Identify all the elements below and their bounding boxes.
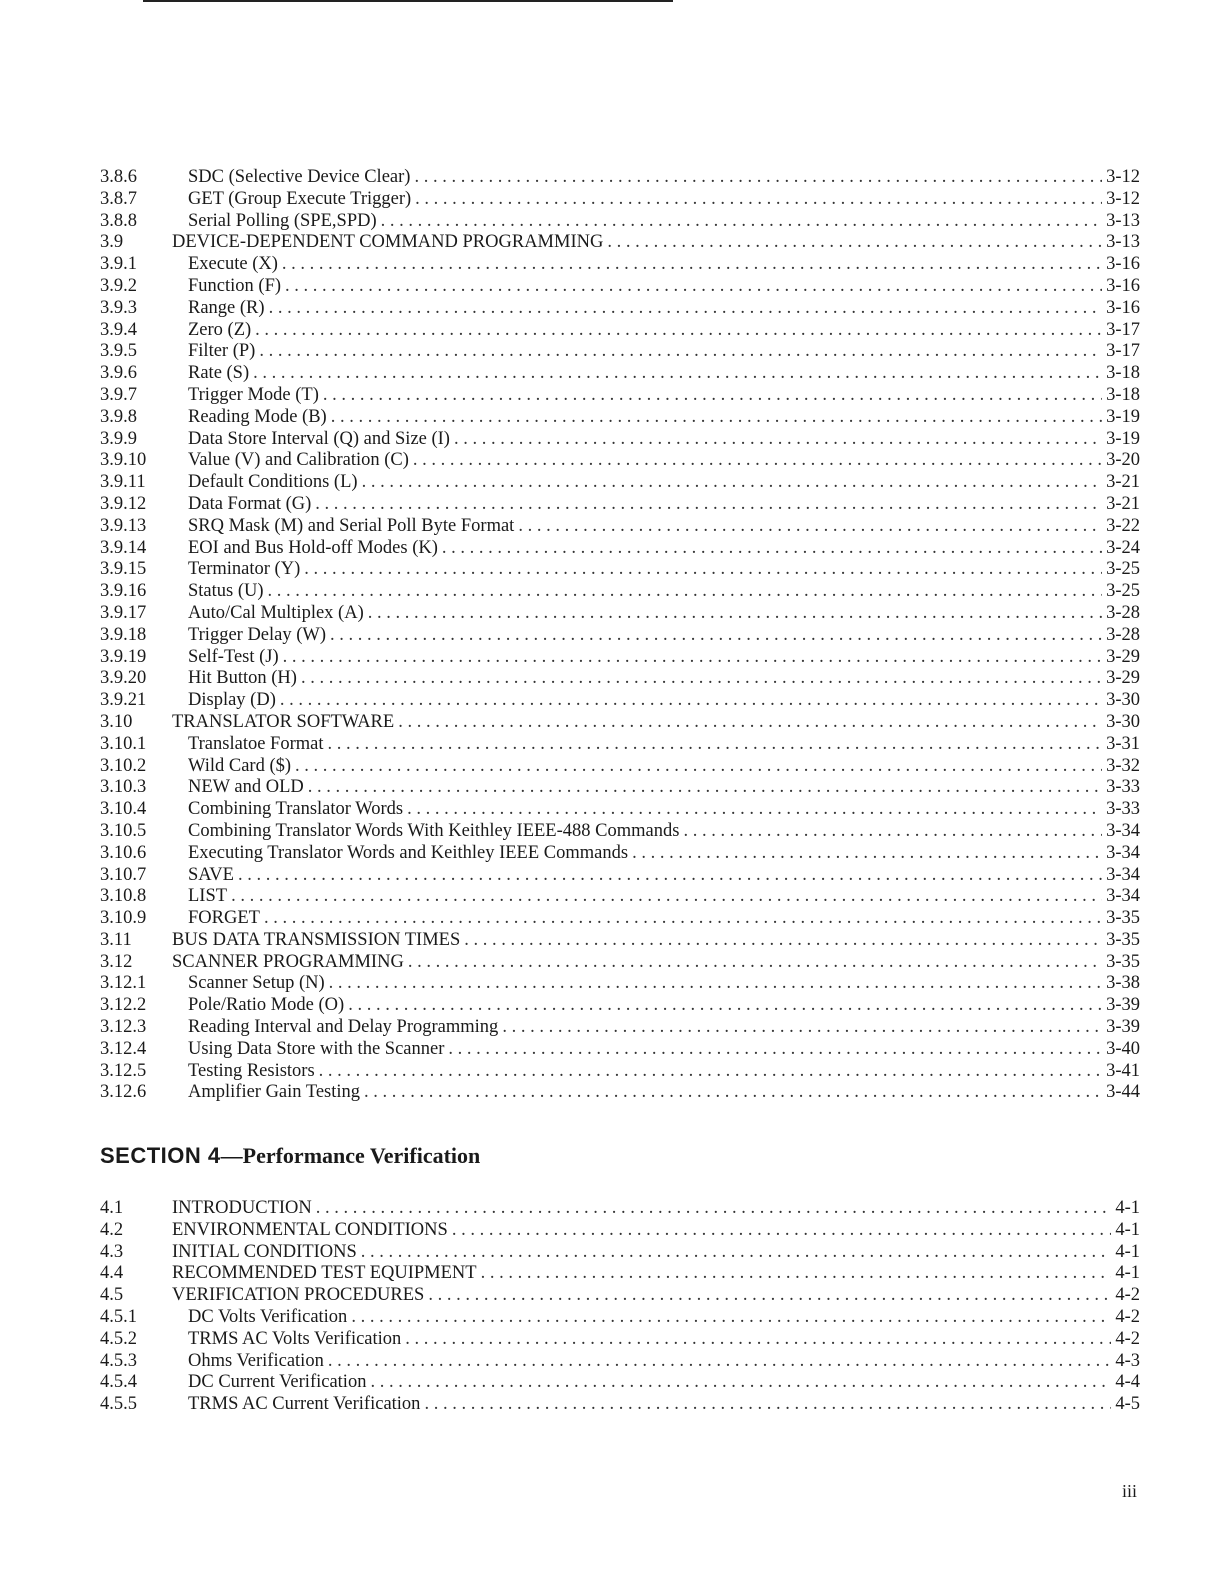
toc-entry-number: 3.11 <box>100 929 132 950</box>
toc-entry-page: 3-12 <box>1106 188 1140 209</box>
toc-entry-title: Range (R) <box>188 297 265 318</box>
toc-dot-leader <box>323 385 1102 407</box>
toc-entry-page: 4-5 <box>1115 1394 1140 1415</box>
toc-entry[interactable] <box>100 429 1140 451</box>
toc-entry-page: 4-1 <box>1115 1263 1140 1284</box>
toc-entry-page: 3-16 <box>1106 297 1140 318</box>
toc-entry-title: DEVICE-DEPENDENT COMMAND PROGRAMMING <box>172 232 604 253</box>
toc-entry[interactable] <box>100 407 1140 429</box>
toc-entry-title: Value (V) and Calibration (C) <box>188 450 409 471</box>
toc-dot-leader <box>454 429 1102 451</box>
toc-entry-title: ENVIRONMENTAL CONDITIONS <box>172 1219 448 1240</box>
toc-dot-leader <box>364 1082 1102 1104</box>
toc-dot-leader <box>424 1394 1111 1416</box>
toc-entry-page: 3-38 <box>1106 973 1140 994</box>
toc-entry-page: 3-29 <box>1106 646 1140 667</box>
toc-entry-page: 3-44 <box>1106 1082 1140 1103</box>
toc-entry-number: 3.9.17 <box>100 602 147 623</box>
toc-entry-number: 3.9.10 <box>100 450 147 471</box>
toc-dot-leader <box>351 1307 1111 1329</box>
toc-dot-leader <box>328 734 1103 756</box>
toc-entry-title: Serial Polling (SPE,SPD) <box>188 210 377 231</box>
toc-entry-title: DC Current Verification <box>188 1372 367 1393</box>
top-rule <box>143 0 673 2</box>
toc-entry[interactable] <box>100 167 1140 189</box>
toc-entry-number: 3.10.8 <box>100 886 147 907</box>
toc-entry[interactable] <box>100 1307 1140 1329</box>
toc-entry-title: SRQ Mask (M) and Serial Poll Byte Format <box>188 515 515 536</box>
toc-entry-number: 3.12.3 <box>100 1017 147 1038</box>
toc-dot-leader <box>362 472 1103 494</box>
toc-dot-leader <box>415 189 1102 211</box>
toc-entry[interactable] <box>100 995 1140 1017</box>
toc-entry-title: Trigger Delay (W) <box>188 624 327 645</box>
toc-entry-number: 3.12.1 <box>100 973 147 994</box>
toc-entry[interactable] <box>100 1082 1140 1104</box>
toc-entry-number: 3.9.6 <box>100 363 137 384</box>
toc-entry-title: Executing Translator Words and Keithley IEEE Commands <box>188 842 629 863</box>
toc-entry-page: 3-28 <box>1106 602 1140 623</box>
toc-entry[interactable] <box>100 930 1140 952</box>
toc-dot-leader <box>301 668 1102 690</box>
toc-entry-page: 3-24 <box>1106 537 1140 558</box>
toc-dot-leader <box>481 1263 1112 1285</box>
toc-entry-page: 3-28 <box>1106 624 1140 645</box>
toc-entry-title: TRANSLATOR SOFTWARE <box>172 711 395 732</box>
toc-entry[interactable] <box>100 211 1140 233</box>
toc-entry-number: 3.9 <box>100 232 124 253</box>
toc-entry-number: 3.8.6 <box>100 167 137 187</box>
toc-entry-number: 3.9.5 <box>100 341 137 362</box>
toc-entry-number: 3.9.20 <box>100 668 147 689</box>
toc-entry[interactable] <box>100 668 1140 690</box>
toc-dot-leader <box>269 298 1103 320</box>
toc-entry[interactable] <box>100 886 1140 908</box>
toc-entry-number: 3.9.4 <box>100 319 137 340</box>
toc-entry-title: TRMS AC Current Verification <box>188 1394 421 1415</box>
toc-entry-page: 3-12 <box>1106 167 1140 187</box>
toc-entry-page: 3-21 <box>1106 472 1140 493</box>
toc-dot-leader <box>259 341 1102 363</box>
toc-entry[interactable] <box>100 843 1140 865</box>
toc-entry-title: Amplifier Gain Testing <box>188 1082 361 1103</box>
toc-entry-page: 3-16 <box>1106 275 1140 296</box>
toc-entry-page: 3-35 <box>1106 908 1140 929</box>
section-4-label: SECTION 4 <box>100 1143 221 1168</box>
toc-entry-page: 3-34 <box>1106 886 1140 907</box>
toc-entry-number: 3.10 <box>100 711 133 732</box>
toc-entry[interactable] <box>100 1351 1140 1373</box>
toc-entry[interactable] <box>100 276 1140 298</box>
toc-dot-leader <box>255 320 1102 342</box>
toc-entry[interactable] <box>100 908 1140 930</box>
toc-entry-page: 3-13 <box>1106 232 1140 253</box>
toc-entry-page: 3-41 <box>1106 1060 1140 1081</box>
toc-dot-leader <box>428 1285 1111 1307</box>
toc-entry-number: 3.10.6 <box>100 842 147 863</box>
toc-dot-leader <box>253 363 1102 385</box>
toc-dot-leader <box>361 1242 1112 1264</box>
toc-entry-number: 3.12.4 <box>100 1038 147 1059</box>
toc-entry-title: BUS DATA TRANSMISSION TIMES <box>172 929 461 950</box>
toc-entry-number: 4.4 <box>100 1263 124 1284</box>
toc-entry[interactable] <box>100 189 1140 211</box>
toc-dot-leader <box>238 865 1102 887</box>
toc-entry-page: 3-33 <box>1106 799 1140 820</box>
toc-entry-title: Function (F) <box>188 275 282 296</box>
toc-entry[interactable] <box>100 385 1140 407</box>
toc-entry-title: Self-Test (J) <box>188 646 279 667</box>
toc-entry-number: 4.5.1 <box>100 1306 137 1327</box>
toc-entry-title: Using Data Store with the Scanner <box>188 1038 445 1059</box>
toc-entry-number: 3.10.5 <box>100 820 147 841</box>
toc-dot-leader <box>231 886 1102 908</box>
toc-dot-leader <box>632 843 1102 865</box>
toc-dot-leader <box>502 1017 1102 1039</box>
toc-entry-title: SCANNER PROGRAMMING <box>172 951 404 972</box>
toc-entry-page: 3-31 <box>1106 733 1140 754</box>
toc-entry[interactable] <box>100 625 1140 647</box>
toc-entry-title: Pole/Ratio Mode (O) <box>188 995 345 1016</box>
toc-entry-page: 3-40 <box>1106 1038 1140 1059</box>
toc-dot-leader <box>683 821 1102 843</box>
toc-entry[interactable] <box>100 232 1140 254</box>
toc-entry-number: 3.9.15 <box>100 559 147 580</box>
toc-entry-page: 3-19 <box>1106 406 1140 427</box>
toc-entry-title: Translatoe Format <box>188 733 324 754</box>
toc-dot-leader <box>398 712 1102 734</box>
toc-entry[interactable] <box>100 1220 1140 1242</box>
toc-dot-leader <box>368 603 1102 625</box>
toc-dot-leader <box>408 952 1102 974</box>
toc-entry[interactable] <box>100 734 1140 756</box>
toc-entry[interactable] <box>100 341 1140 363</box>
toc-dot-leader <box>442 538 1102 560</box>
toc-entry[interactable] <box>100 538 1140 560</box>
toc-entry-page: 3-30 <box>1106 711 1140 732</box>
toc-entry-number: 3.9.13 <box>100 515 147 536</box>
toc-entry-title: Zero (Z) <box>188 319 252 340</box>
section-4-title: —Performance Verification <box>220 1143 481 1168</box>
toc-entry-page: 3-39 <box>1106 1017 1140 1038</box>
toc-entry-page: 3-25 <box>1106 559 1140 580</box>
toc-entry[interactable] <box>100 603 1140 625</box>
toc-dot-leader <box>268 581 1103 603</box>
toc-entry-number: 3.9.16 <box>100 581 147 602</box>
toc-entry[interactable] <box>100 450 1140 472</box>
toc-section-4 <box>100 1198 1140 1416</box>
toc-entry-number: 3.12.5 <box>100 1060 147 1081</box>
toc-dot-leader <box>315 494 1102 516</box>
toc-entry-page: 3-16 <box>1106 254 1140 275</box>
toc-dot-leader <box>329 973 1102 995</box>
toc-entry-number: 4.3 <box>100 1241 124 1262</box>
toc-entry-page: 3-17 <box>1106 319 1140 340</box>
toc-dot-leader <box>607 232 1102 254</box>
toc-entry-number: 3.9.2 <box>100 275 137 296</box>
toc-entry[interactable] <box>100 363 1140 385</box>
toc-entry[interactable] <box>100 320 1140 342</box>
toc-entry-number: 4.5.2 <box>100 1328 137 1349</box>
toc-entry-title: Status (U) <box>188 581 264 602</box>
toc-entry-page: 3-20 <box>1106 450 1140 471</box>
toc-entry-title: Scanner Setup (N) <box>188 973 325 994</box>
toc-entry[interactable] <box>100 494 1140 516</box>
toc-dot-leader <box>331 407 1102 429</box>
toc-entry-title: SAVE <box>188 864 234 885</box>
toc-entry-title: Trigger Mode (T) <box>188 384 319 405</box>
toc-entry[interactable] <box>100 581 1140 603</box>
toc-entry-number: 3.12.6 <box>100 1082 147 1103</box>
toc-entry-page: 3-21 <box>1106 493 1140 514</box>
toc-entry-number: 3.9.21 <box>100 690 147 711</box>
toc-dot-leader <box>283 647 1102 669</box>
toc-dot-leader <box>328 1351 1112 1373</box>
toc-entry[interactable] <box>100 777 1140 799</box>
toc-entry-page: 3-13 <box>1106 210 1140 231</box>
toc-entry[interactable] <box>100 1329 1140 1351</box>
page-number: iii <box>1122 1481 1138 1501</box>
toc-entry-number: 3.8.8 <box>100 210 137 231</box>
toc-entry-page: 4-1 <box>1115 1241 1140 1262</box>
toc-entry-number: 3.9.9 <box>100 428 137 449</box>
toc-entry-number: 3.9.7 <box>100 384 137 405</box>
toc-entry-title: Ohms Verification <box>188 1350 324 1371</box>
toc-entry-page: 3-22 <box>1106 515 1140 536</box>
toc-entry-title: Reading Mode (B) <box>188 406 327 427</box>
toc-entry[interactable] <box>100 1372 1140 1394</box>
toc-entry-title: NEW and OLD <box>188 777 304 798</box>
toc-dot-leader <box>282 254 1102 276</box>
toc-entry-page: 3-25 <box>1106 581 1140 602</box>
toc-entry-number: 3.9.12 <box>100 493 147 514</box>
toc-dot-leader <box>370 1372 1111 1394</box>
toc-entry[interactable] <box>100 472 1140 494</box>
toc-dot-leader <box>381 211 1102 233</box>
toc-entry[interactable] <box>100 516 1140 538</box>
toc-entry-number: 4.5 <box>100 1285 124 1306</box>
toc-entry-title: VERIFICATION PROCEDURES <box>172 1285 425 1306</box>
toc-dot-leader <box>316 1198 1112 1220</box>
toc-dot-leader <box>452 1220 1112 1242</box>
toc-entry[interactable] <box>100 756 1140 778</box>
toc-entry[interactable] <box>100 1394 1140 1416</box>
toc-dot-leader <box>464 930 1102 952</box>
toc-entry-title: RECOMMENDED TEST EQUIPMENT <box>172 1263 477 1284</box>
toc-dot-leader <box>304 559 1102 581</box>
toc-entry-title: Testing Resistors <box>188 1060 315 1081</box>
toc-entry-title: GET (Group Execute Trigger) <box>188 188 412 209</box>
toc-entry-title: INITIAL CONDITIONS <box>172 1241 357 1262</box>
toc-entry[interactable] <box>100 1061 1140 1083</box>
toc-entry-title: Data Store Interval (Q) and Size (I) <box>188 428 450 449</box>
toc-entry-title: TRMS AC Volts Verification <box>188 1328 402 1349</box>
toc-entry-page: 3-19 <box>1106 428 1140 449</box>
toc-entry-number: 3.10.4 <box>100 799 147 820</box>
toc-entry-page: 4-1 <box>1115 1198 1140 1218</box>
toc-dot-leader <box>280 690 1102 712</box>
toc-entry-page: 4-2 <box>1115 1285 1140 1306</box>
toc-entry-title: Reading Interval and Delay Programming <box>188 1017 499 1038</box>
toc-entry-number: 3.12.2 <box>100 995 147 1016</box>
toc-entry-title: LIST <box>188 886 228 907</box>
toc-entry-title: Combining Translator Words With Keithley IEEE-488 Commands <box>188 820 680 841</box>
toc-entry-title: SDC (Selective Device Clear) <box>188 167 411 187</box>
toc-entry-title: Execute (X) <box>188 254 278 275</box>
toc-entry-page: 3-18 <box>1106 363 1140 384</box>
toc-entry-number: 3.10.2 <box>100 755 147 776</box>
toc-entry-page: 4-1 <box>1115 1219 1140 1240</box>
toc-entry-page: 3-29 <box>1106 668 1140 689</box>
toc-dot-leader <box>348 995 1102 1017</box>
toc-entry[interactable] <box>100 799 1140 821</box>
toc-entry-title: Combining Translator Words <box>188 799 404 820</box>
toc-section-3 <box>100 167 1140 1104</box>
toc-entry-number: 3.9.11 <box>100 472 146 493</box>
toc-entry[interactable] <box>100 647 1140 669</box>
toc-entry-page: 3-30 <box>1106 690 1140 711</box>
toc-dot-leader <box>405 1329 1111 1351</box>
toc-entry-page: 3-35 <box>1106 951 1140 972</box>
toc-entry-number: 3.9.8 <box>100 406 137 427</box>
toc-entry-number: 3.9.1 <box>100 254 137 275</box>
toc-dot-leader <box>407 799 1102 821</box>
toc-dot-leader <box>308 777 1102 799</box>
toc-entry-page: 3-18 <box>1106 384 1140 405</box>
toc-entry-title: DC Volts Verification <box>188 1306 348 1327</box>
toc-entry-page: 3-32 <box>1106 755 1140 776</box>
toc-entry-page: 4-2 <box>1115 1328 1140 1349</box>
toc-dot-leader <box>448 1039 1102 1061</box>
toc-dot-leader <box>518 516 1102 538</box>
toc-entry-title: Data Format (G) <box>188 493 312 514</box>
toc-dot-leader <box>285 276 1102 298</box>
toc-entry-number: 3.10.3 <box>100 777 147 798</box>
toc-entry[interactable] <box>100 865 1140 887</box>
toc-entry[interactable] <box>100 1039 1140 1061</box>
toc-entry-page: 4-3 <box>1115 1350 1140 1371</box>
toc-entry[interactable] <box>100 1017 1140 1039</box>
toc-entry-page: 3-33 <box>1106 777 1140 798</box>
toc-entry-title: Display (D) <box>188 690 276 711</box>
toc-entry-number: 3.9.3 <box>100 297 137 318</box>
toc-entry-number: 3.10.1 <box>100 733 147 754</box>
toc-entry-number: 3.12 <box>100 951 133 972</box>
toc-entry[interactable] <box>100 952 1140 974</box>
toc-entry-number: 4.5.3 <box>100 1350 137 1371</box>
toc-entry-title: Filter (P) <box>188 341 256 362</box>
toc-entry-number: 4.2 <box>100 1219 124 1240</box>
toc-entry-title: Default Conditions (L) <box>188 472 358 493</box>
toc-entry[interactable] <box>100 712 1140 734</box>
toc-entry-number: 3.8.7 <box>100 188 137 209</box>
toc-entry-title: Rate (S) <box>188 363 250 384</box>
toc-entry-page: 4-2 <box>1115 1306 1140 1327</box>
toc-entry-number: 3.9.19 <box>100 646 147 667</box>
toc-entry-page: 3-17 <box>1106 341 1140 362</box>
toc-entry-page: 4-4 <box>1115 1372 1140 1393</box>
toc-entry-title: EOI and Bus Hold-off Modes (K) <box>188 537 438 558</box>
toc-entry[interactable] <box>100 1285 1140 1307</box>
toc-entry-title: FORGET <box>188 908 260 929</box>
section-4-heading <box>100 1143 480 1169</box>
toc-entry[interactable] <box>100 821 1140 843</box>
toc-entry-title: INTRODUCTION <box>172 1198 312 1218</box>
toc-entry-page: 3-35 <box>1106 929 1140 950</box>
toc-dot-leader <box>295 756 1102 778</box>
toc-entry[interactable] <box>100 1263 1140 1285</box>
toc-dot-leader <box>413 450 1102 472</box>
toc-entry-number: 4.5.5 <box>100 1394 137 1415</box>
toc-entry-title: Terminator (Y) <box>188 559 301 580</box>
toc-entry-number: 3.10.7 <box>100 864 147 885</box>
toc-dot-leader <box>414 167 1102 189</box>
toc-entry[interactable] <box>100 559 1140 581</box>
toc-entry-title: Wild Card ($) <box>188 755 292 776</box>
toc-entry-page: 3-39 <box>1106 995 1140 1016</box>
toc-entry-number: 4.5.4 <box>100 1372 137 1393</box>
toc-entry[interactable] <box>100 254 1140 276</box>
toc-entry-number: 3.10.9 <box>100 908 147 929</box>
toc-entry-title: Auto/Cal Multiplex (A) <box>188 602 364 623</box>
toc-entry-number: 4.1 <box>100 1198 124 1218</box>
toc-entry[interactable] <box>100 690 1140 712</box>
toc-entry-number: 3.9.18 <box>100 624 147 645</box>
toc-dot-leader <box>319 1061 1102 1083</box>
toc-entry-number: 3.9.14 <box>100 537 147 558</box>
toc-entry-page: 3-34 <box>1106 842 1140 863</box>
toc-dot-leader <box>264 908 1102 930</box>
toc-entry-page: 3-34 <box>1106 820 1140 841</box>
toc-entry[interactable] <box>100 1198 1140 1220</box>
toc-dot-leader <box>330 625 1102 647</box>
toc-entry[interactable] <box>100 1242 1140 1264</box>
toc-entry[interactable] <box>100 973 1140 995</box>
toc-entry-page: 3-34 <box>1106 864 1140 885</box>
toc-entry-title: Hit Button (H) <box>188 668 297 689</box>
toc-entry[interactable] <box>100 298 1140 320</box>
